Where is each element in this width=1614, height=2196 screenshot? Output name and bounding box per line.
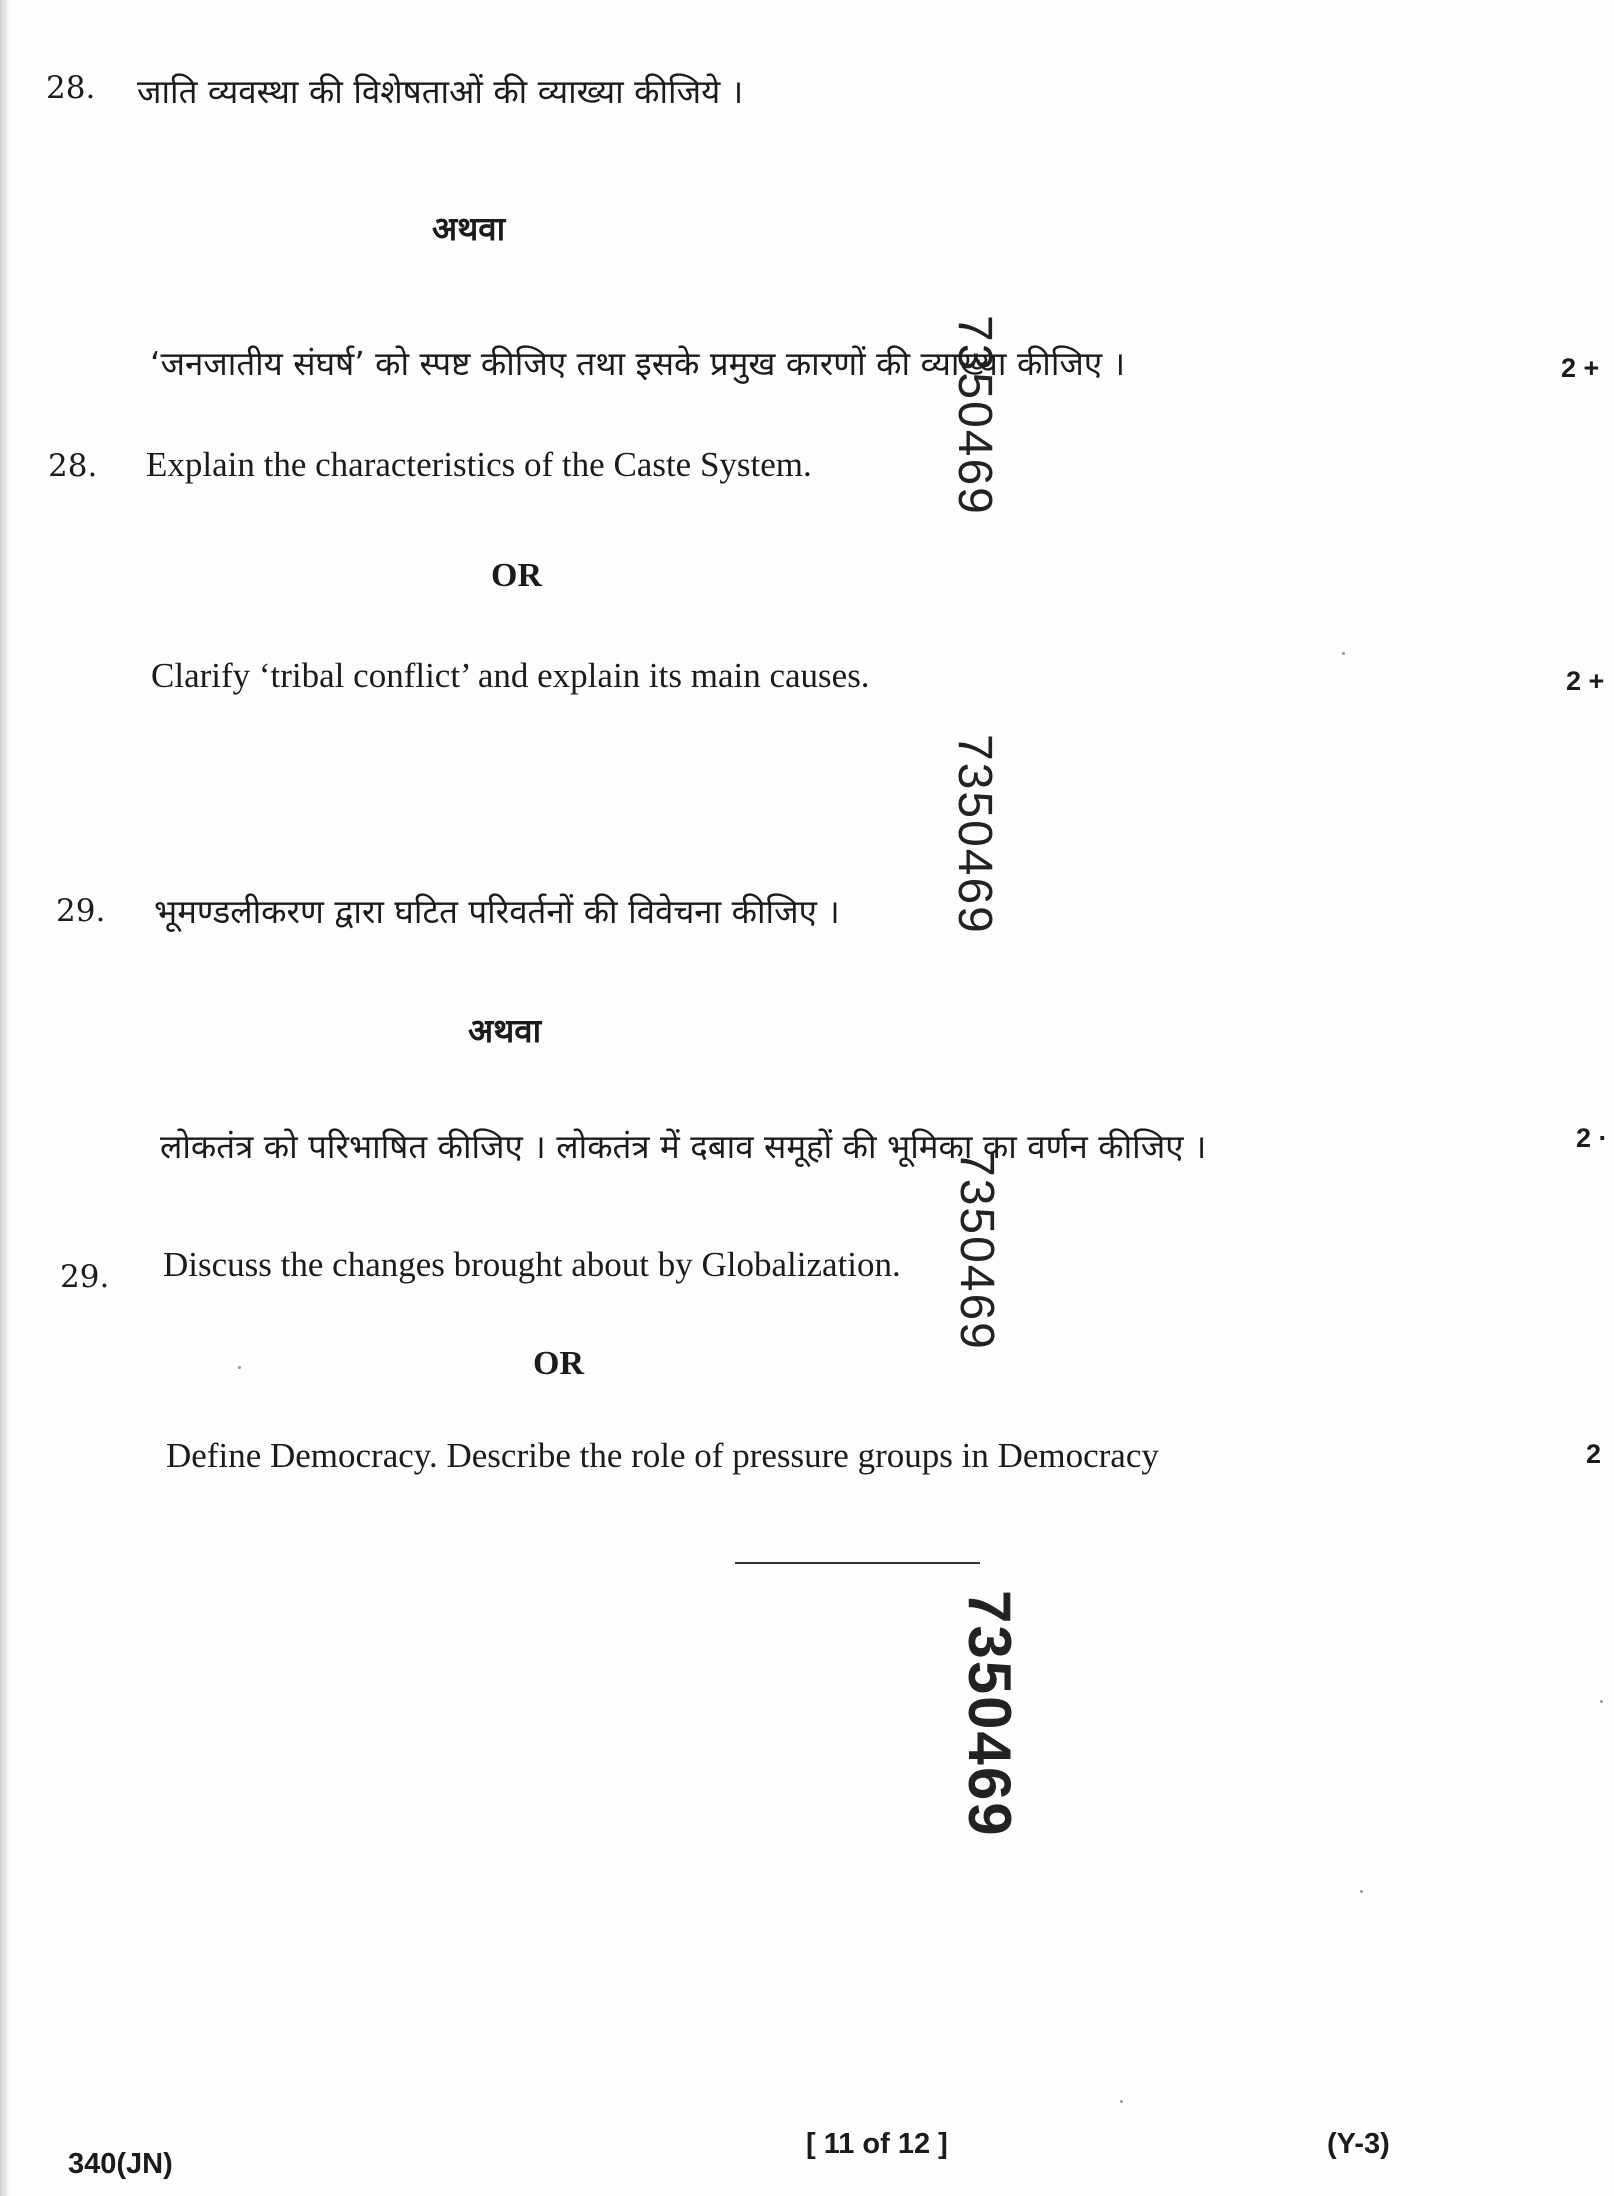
q28-english-marks: 2 + xyxy=(1566,666,1605,696)
q28-hindi-or: अथवा xyxy=(432,209,506,248)
scan-speck xyxy=(1120,2100,1123,2103)
stamp-number-3: 7350469 xyxy=(950,1150,1003,1351)
q29-english-number: 29. xyxy=(60,1259,110,1295)
q29-hindi-or: अथवा xyxy=(468,1011,542,1050)
q29-english-marks: 2 xyxy=(1586,1439,1602,1469)
q28-hindi-alternative: ‘जनजातीय संघर्ष’ को स्पष्ट कीजिए तथा इसके प्रमुख कारणों की व्याख्या कीजिए । xyxy=(150,344,1126,383)
scan-speck xyxy=(238,1366,241,1369)
q29-hindi-alternative: लोकतंत्र को परिभाषित कीजिए । लोकतंत्र में दबाव समूहों की भूमिका का वर्णन कीजिए । xyxy=(160,1127,1207,1166)
q28-hindi-number: 28. xyxy=(46,70,96,106)
footer-paper-code: 340(JN) xyxy=(68,2148,173,2180)
q29-english-or: OR xyxy=(533,1345,584,1382)
scan-speck xyxy=(1360,1890,1363,1893)
footer-page-number: [ 11 of 12 ] xyxy=(806,2128,948,2160)
end-of-paper-rule xyxy=(735,1562,980,1564)
q29-english-question: Discuss the changes brought about by Globalization. xyxy=(163,1245,901,1284)
stamp-number-4: 7350469 xyxy=(956,1590,1023,1838)
scan-edge-shadow xyxy=(0,0,10,2196)
q28-english-number: 28. xyxy=(48,448,98,484)
q29-hindi-question: भूमण्डलीकरण द्वारा घटित परिवर्तनों की विवेचना कीजिए । xyxy=(154,892,840,931)
q28-english-question: Explain the characteristics of the Caste System. xyxy=(146,445,812,484)
q28-hindi-question: जाति व्यवस्था की विशेषताओं की व्याख्या कीजिये । xyxy=(137,72,744,111)
footer-set-code: (Y-3) xyxy=(1327,2128,1390,2160)
q29-hindi-number: 29. xyxy=(56,893,106,929)
scan-speck xyxy=(1600,1700,1603,1703)
stamp-number-1: 7350469 xyxy=(948,315,1001,516)
q28-english-alternative: Clarify ‘tribal conflict’ and explain its main causes. xyxy=(151,656,870,695)
q28-english-or: OR xyxy=(491,557,542,594)
q28-hindi-marks: 2 + xyxy=(1561,353,1600,383)
scan-speck xyxy=(1342,652,1345,655)
stamp-number-2: 7350469 xyxy=(948,734,1001,935)
q29-hindi-marks: 2 · xyxy=(1576,1123,1608,1153)
q29-english-alternative: Define Democracy. Describe the role of pressure groups in Democracy xyxy=(166,1436,1159,1475)
